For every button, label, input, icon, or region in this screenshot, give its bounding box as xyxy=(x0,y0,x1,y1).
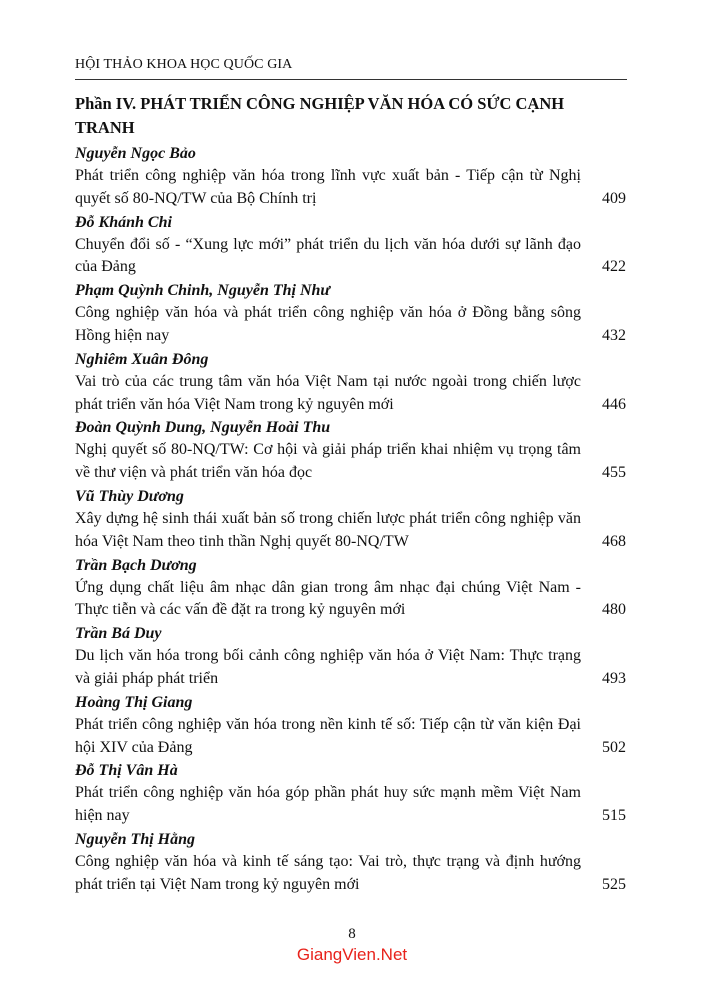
toc-entry xyxy=(75,416,626,485)
entry-row xyxy=(75,165,626,211)
toc-entry xyxy=(75,279,626,348)
entry-page-number: 455 xyxy=(602,464,626,482)
entry-title: Phát triển công nghiệp văn hóa trong nền kinh tế số: Tiếp cận từ văn kiện Đại hội XIV của Đảng xyxy=(75,715,581,756)
entry-title: Công nghiệp văn hóa và phát triển công nghiệp văn hóa ở Đồng bằng sông Hồng hiện nay xyxy=(75,304,581,344)
entry-author: Đỗ Khánh Chi xyxy=(75,213,172,231)
entry-page-number: 446 xyxy=(602,395,626,413)
entry-page-number: 422 xyxy=(602,258,626,276)
entry-row xyxy=(75,714,626,760)
entry-page-number: 525 xyxy=(602,875,626,893)
toc-entry xyxy=(75,691,626,760)
entry-row xyxy=(75,302,626,348)
page-number: 8 xyxy=(348,926,356,942)
entry-author: Vũ Thùy Dương xyxy=(75,487,184,505)
header-divider xyxy=(75,79,627,80)
toc-entry xyxy=(75,485,626,554)
entry-title: Phát triển công nghiệp văn hóa góp phần phát huy sức mạnh mềm Việt Nam hiện nay xyxy=(75,784,581,825)
entry-title: Xây dựng hệ sinh thái xuất bản số trong chiến lược phát triển công nghiệp văn hóa Việt Nam theo tinh thần Nghị quyết 80-NQ/TW xyxy=(75,509,581,550)
entry-author: Nguyễn Thị Hằng xyxy=(75,830,196,848)
entry-row xyxy=(75,371,626,417)
entry-row xyxy=(75,851,626,897)
toc-entry-list xyxy=(75,142,626,897)
toc-entry xyxy=(75,554,626,623)
section-title: Phần IV. PHÁT TRIỂN CÔNG NGHIỆP VĂN HÓA CÓ SỨC CẠNH TRANH xyxy=(75,94,565,137)
entry-row xyxy=(75,577,626,623)
toc-entry xyxy=(75,759,626,828)
entry-page-number: 515 xyxy=(602,807,626,825)
table-of-contents xyxy=(75,92,626,897)
entry-page-number: 480 xyxy=(602,601,626,619)
toc-entry xyxy=(75,142,626,211)
entry-title: Ứng dụng chất liệu âm nhạc dân gian trong âm nhạc đại chúng Việt Nam - Thực tiễn và các vấn đề đặt ra trong kỷ nguyên mới xyxy=(75,578,581,619)
entry-author: Đỗ Thị Vân Hà xyxy=(75,762,178,780)
entry-title: Du lịch văn hóa trong bối cảnh công nghiệp văn hóa ở Việt Nam: Thực trạng và giải pháp phát triển xyxy=(75,647,581,687)
entry-title: Nghị quyết số 80-NQ/TW: Cơ hội và giải pháp triển khai nhiệm vụ trọng tâm về thư viện và phát triển văn hóa đọc xyxy=(75,441,581,482)
toc-entry xyxy=(75,828,626,897)
entry-author: Hoàng Thị Giang xyxy=(75,693,193,711)
entry-title: Chuyển đổi số - “Xung lực mới” phát triển du lịch văn hóa dưới sự lãnh đạo của Đảng xyxy=(75,235,581,276)
entry-row xyxy=(75,645,626,691)
toc-entry xyxy=(75,211,626,280)
entry-author: Phạm Quỳnh Chinh, Nguyễn Thị Như xyxy=(75,282,330,300)
entry-author: Trần Bá Duy xyxy=(75,625,162,643)
entry-title: Công nghiệp văn hóa và kinh tế sáng tạo: Vai trò, thực trạng và định hướng phát triển tại Việt Nam trong kỷ nguyên mới xyxy=(75,852,581,893)
entry-page-number: 409 xyxy=(602,189,626,207)
entry-author: Đoàn Quỳnh Dung, Nguyễn Hoài Thu xyxy=(75,419,331,437)
entry-title: Vai trò của các trung tâm văn hóa Việt Nam tại nước ngoài trong chiến lược phát triển văn hóa Việt Nam trong kỷ nguyên mới xyxy=(75,372,581,413)
entry-page-number: 502 xyxy=(602,738,626,756)
entry-row xyxy=(75,234,626,280)
entry-title: Phát triển công nghiệp văn hóa trong lĩnh vực xuất bản - Tiếp cận từ Nghị quyết số 80-NQ/TW của Bộ Chính trị xyxy=(75,167,581,207)
entry-row xyxy=(75,439,626,485)
entry-row xyxy=(75,782,626,828)
toc-entry xyxy=(75,622,626,691)
entry-author: Trần Bạch Dương xyxy=(75,556,197,574)
entry-row xyxy=(75,508,626,554)
entry-page-number: 493 xyxy=(602,669,626,687)
entry-author: Nguyễn Ngọc Bảo xyxy=(75,145,196,162)
entry-page-number: 468 xyxy=(602,532,626,550)
entry-page-number: 432 xyxy=(602,326,626,344)
toc-entry xyxy=(75,348,626,417)
watermark-logo: GiangVien.Net xyxy=(296,945,408,964)
entry-author: Nghiêm Xuân Đông xyxy=(75,350,209,368)
running-header: HỘI THẢO KHOA HỌC QUỐC GIA xyxy=(75,57,293,72)
